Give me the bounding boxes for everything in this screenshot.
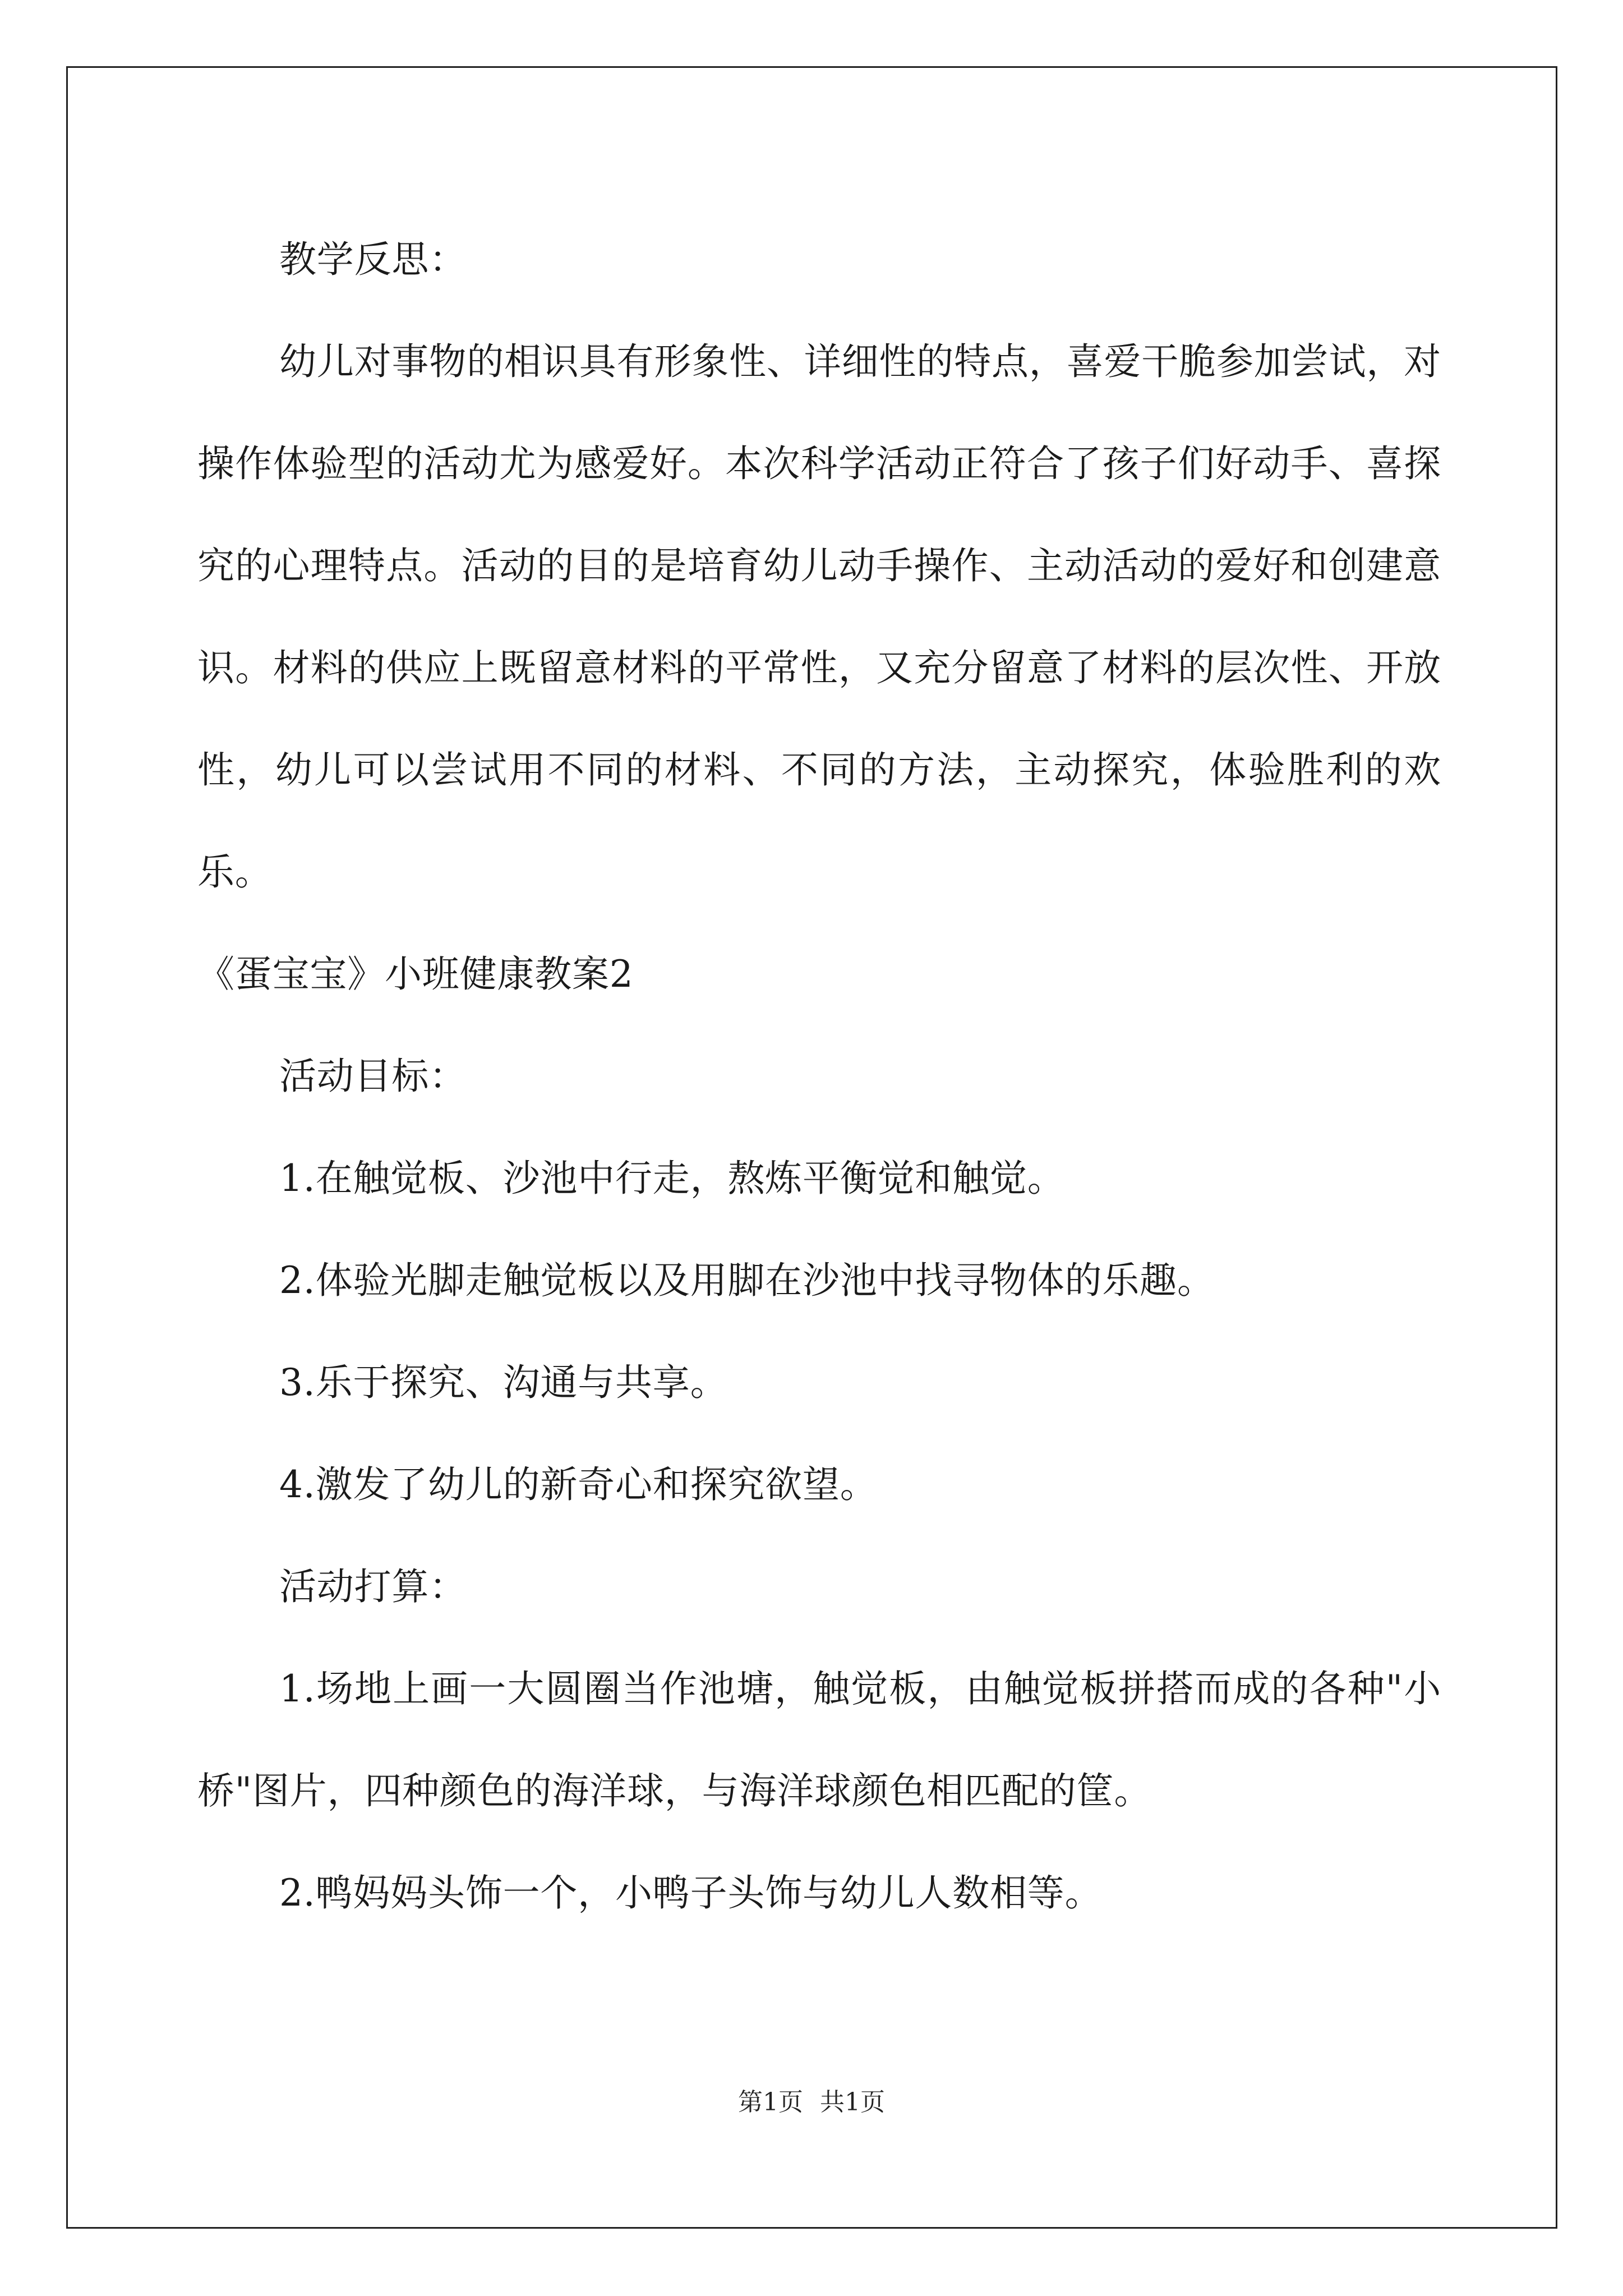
goal-item-4: 4.激发了幼儿的新奇心和探究欲望。 [279, 1463, 878, 1506]
section-heading-goals: 活动目标： [279, 1055, 467, 1098]
preparation-item-1: 1.场地上画一大圆圈当作池塘，触觉板，由触觉板拼搭而成的各种"小桥"图片，四种颜色的海洋球，与海洋球颜色相匹配的筐。 [197, 1667, 1441, 1812]
page-number: 第1页 [738, 2088, 803, 2116]
goal-item-1: 1.在触觉板、沙池中行走，熬炼平衡觉和触觉。 [279, 1157, 1065, 1200]
reflection-paragraph: 幼儿对事物的相识具有形象性、详细性的特点，喜爱干脆参加尝试，对操作体验型的活动尤为感爱好。本次科学活动正符合了孩子们好动手、喜探究的心理特点。活动的目的是培育幼儿动手操作、主动活动的爱好和创建意识。材料的供应上既留意材料的平常性，又充分留意了材料的层次性、开放性，幼儿可以尝试用不同的材料、不同的方法，主动探究，体验胜利的欢乐。 [197, 340, 1441, 894]
document-body [197, 209, 1441, 1944]
lesson-plan-title: 《蛋宝宝》小班健康教案2 [197, 953, 634, 996]
section-heading-reflection: 教学反思： [279, 238, 467, 281]
section-heading-preparation: 活动打算： [279, 1565, 467, 1608]
page-total: 共1页 [820, 2088, 885, 2116]
preparation-item-2: 2.鸭妈妈头饰一个，小鸭子头饰与幼儿人数相等。 [279, 1871, 1103, 1915]
goal-item-3: 3.乐于探究、沟通与共享。 [279, 1361, 728, 1404]
page-footer [0, 2086, 1623, 2119]
goal-item-2: 2.体验光脚走触觉板以及用脚在沙池中找寻物体的乐趣。 [279, 1259, 1215, 1302]
